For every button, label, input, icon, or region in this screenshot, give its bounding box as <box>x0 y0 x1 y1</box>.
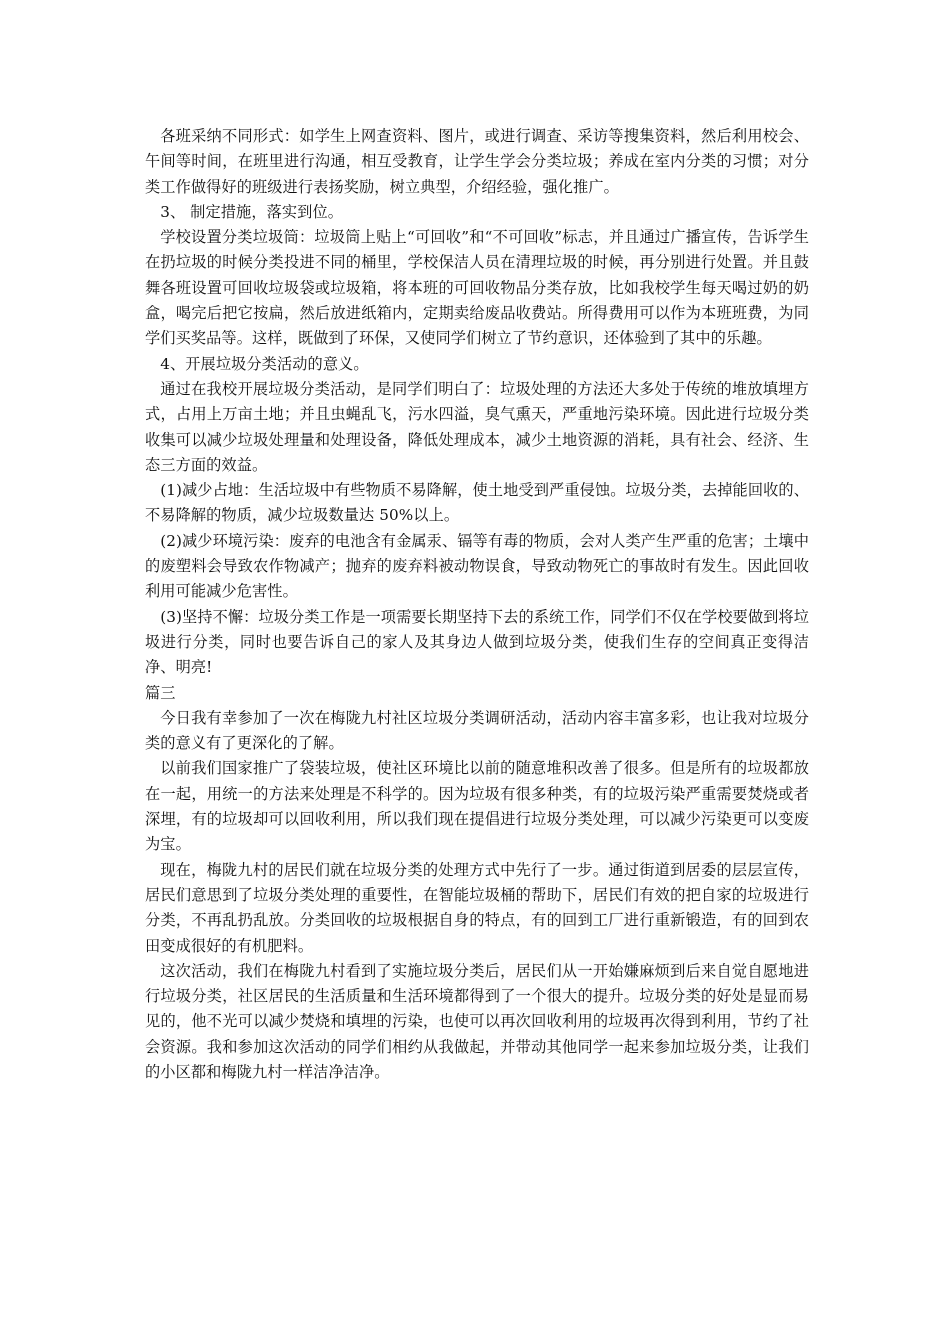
document-body <box>145 124 809 1085</box>
paragraph-reduce-pollution: (2)减少环境污染：废弃的电池含有金属汞、镉等有毒的物质，会对人类产生严重的危害；土壤中的废塑料会导致农作物减产；抛弃的废弃料被动物误食，导致动物死亡的事故时有发生。因此回收利用可能减少危害性。 <box>145 531 809 601</box>
paragraph-section-3-title: 3、 制定措施，落实到位。 <box>160 202 344 221</box>
paragraph-meilong-residents: 现在，梅陇九村的居民们就在垃圾分类的处理方式中先行了一步。通过街道到居委的层层宣传，居民们意思到了垃圾分类处理的重要性，在智能垃圾桶的帮助下，居民们有效的把自家的垃圾进行分类，不再乱扔乱放。分类回收的垃圾根据自身的特点，有的回到工厂进行重新锻造，有的回到农田变成很好的有机肥料。 <box>145 860 809 955</box>
section-heading-part-three: 篇三 <box>145 683 176 702</box>
paragraph-survey-intro: 今日我有幸参加了一次在梅陇九村社区垃圾分类调研活动，活动内容丰富多彩，也让我对垃圾分类的意义有了更深化的了解。 <box>145 708 809 753</box>
paragraph-bagged-garbage: 以前我们国家推广了袋装垃圾，使社区环境比以前的随意堆积改善了很多。但是所有的垃圾都放在一起，用统一的方法来处理是不科学的。因为垃圾有很多种类，有的垃圾污染严重需要焚烧或者深埋，有的垃圾却可以回收利用，所以我们现在提倡进行垃圾分类处理，可以减少污染更可以变废为宝。 <box>145 759 809 854</box>
paragraph-section-4-title: 4、开展垃圾分类活动的意义。 <box>160 354 369 373</box>
paragraph-persist: (3)坚持不懈：垃圾分类工作是一项需要长期坚持下去的系统工作，同学们不仅在学校要做到将垃圾进行分类，同时也要告诉自己的家人及其身边人做到垃圾分类，使我们生存的空间真正变得洁净、明亮! <box>145 607 809 677</box>
paragraph-class-methods: 各班采纳不同形式：如学生上网查资料、图片，或进行调查、采访等搜集资料，然后利用校会、午间等时间，在班里进行沟通，相互受教育，让学生学会分类垃圾；养成在室内分类的习惯；对分类工作做得好的班级进行表扬奖励，树立典型，介绍经验，强化推广。 <box>145 127 809 196</box>
paragraph-reduce-land: (1)减少占地：生活垃圾中有些物质不易降解，使土地受到严重侵蚀。垃圾分类，去掉能回收的、不易降解的物质，减少垃圾数量达 50%以上。 <box>145 481 809 525</box>
paragraph-activity-summary: 这次活动，我们在梅陇九村看到了实施垃圾分类后，居民们从一开始嫌麻烦到后来自觉自愿地进行垃圾分类，社区居民的生活质量和生活环境都得到了一个很大的提升。垃圾分类的好处是显而易见的，他不光可以减少焚烧和填埋的污染，也使可以再次回收利用的垃圾再次得到利用，节约了社会资源。我和参加这次活动的同学们相约从我做起，并带动其他同学一起来参加垃圾分类，让我们的小区都和梅陇九村一样洁净洁净。 <box>145 961 809 1081</box>
paragraph-school-bins: 学校设置分类垃圾筒：垃圾筒上贴上“可回收”和“不可回收”标志，并且通过广播宣传，告诉学生在扔垃圾的时候分类投进不同的桶里，学校保洁人员在清理垃圾的时候，再分别进行处置。并且鼓舞各班设置可回收垃圾袋或垃圾箱，将本班的可回收物品分类存放，比如我校学生每天喝过奶的奶盒，喝完后把它按扁，然后放进纸箱内，定期卖给废品收费站。所得费用可以作为本班班费，为同学们买奖品等。这样，既做到了环保，又使同学们树立了节约意识，还体验到了其中的乐趣。 <box>145 228 809 348</box>
paragraph-activity-meaning: 通过在我校开展垃圾分类活动，是同学们明白了：垃圾处理的方法还大多处于传统的堆放填埋方式，占用上万亩土地；并且虫蝇乱飞，污水四溢，臭气熏天，严重地污染环境。因此进行垃圾分类收集可以减少垃圾处理量和处理设备，降低处理成本，减少土地资源的消耗，具有社会、经济、生态三方面的效益。 <box>145 379 809 474</box>
